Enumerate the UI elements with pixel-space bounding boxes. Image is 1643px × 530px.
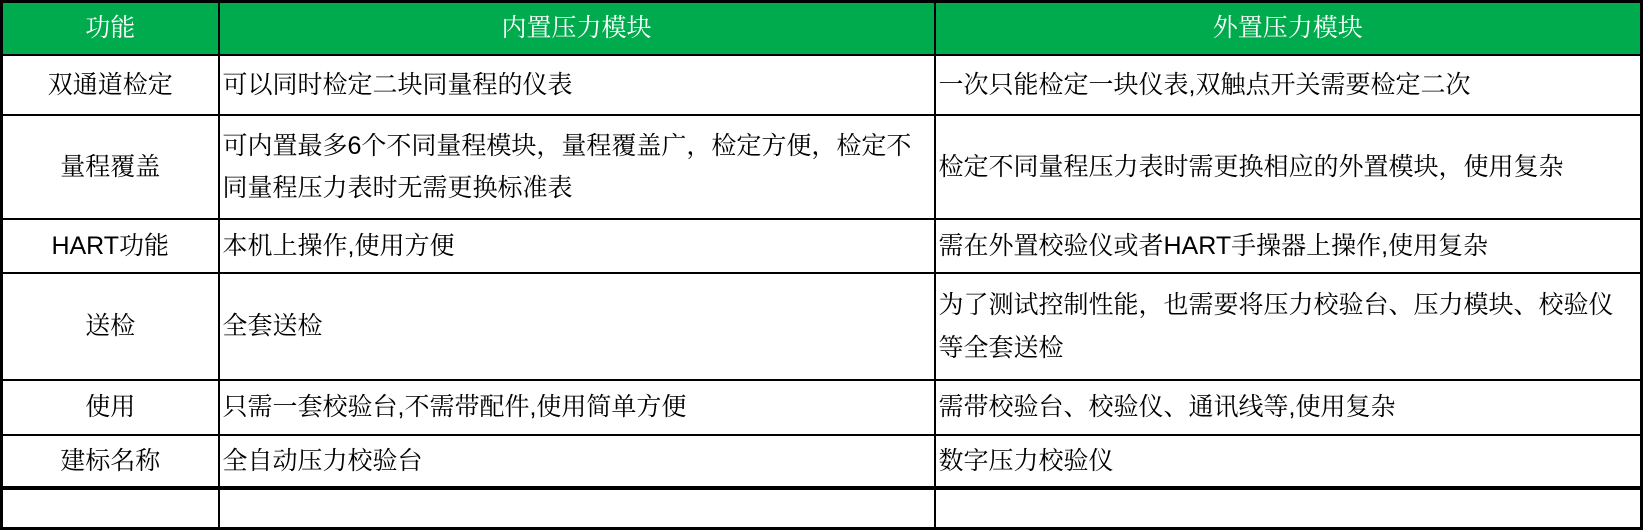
feature-cell: HART功能 [2,219,219,273]
table-row [2,380,1642,435]
builtin-cell: 全套送检 [219,273,935,380]
feature-cell: 量程覆盖 [2,115,219,219]
builtin-cell: 本机上操作,使用方便 [219,219,935,273]
feature-cell: 双通道检定 [2,55,219,115]
feature-cell: 送检 [2,273,219,380]
table-row-cutoff [2,488,1642,528]
builtin-cell [219,488,935,528]
header-builtin-module: 内置压力模块 [219,2,935,56]
table-row [2,273,1642,380]
external-cell [935,488,1642,528]
table-row [2,219,1642,273]
header-function: 功能 [2,2,219,56]
external-cell: 一次只能检定一块仪表,双触点开关需要检定二次 [935,55,1642,115]
table-row [2,115,1642,219]
feature-cell: 使用 [2,380,219,435]
external-cell: 需在外置校验仪或者HART手操器上操作,使用复杂 [935,219,1642,273]
table-header-row [2,2,1642,56]
table-row [2,435,1642,488]
header-external-module: 外置压力模块 [935,2,1642,56]
builtin-cell: 可以同时检定二块同量程的仪表 [219,55,935,115]
feature-cell: 建标名称 [2,435,219,488]
builtin-cell: 可内置最多6个不同量程模块，量程覆盖广，检定方便，检定不同量程压力表时无需更换标准表 [219,115,935,219]
builtin-cell: 只需一套校验台,不需带配件,使用简单方便 [219,380,935,435]
table-row [2,55,1642,115]
feature-cell [2,488,219,528]
builtin-cell: 全自动压力校验台 [219,435,935,488]
external-cell: 数字压力校验仪 [935,435,1642,488]
external-cell: 检定不同量程压力表时需更换相应的外置模块，使用复杂 [935,115,1642,219]
external-cell: 需带校验台、校验仪、通讯线等,使用复杂 [935,380,1642,435]
external-cell: 为了测试控制性能，也需要将压力校验台、压力模块、校验仪等全套送检 [935,273,1642,380]
